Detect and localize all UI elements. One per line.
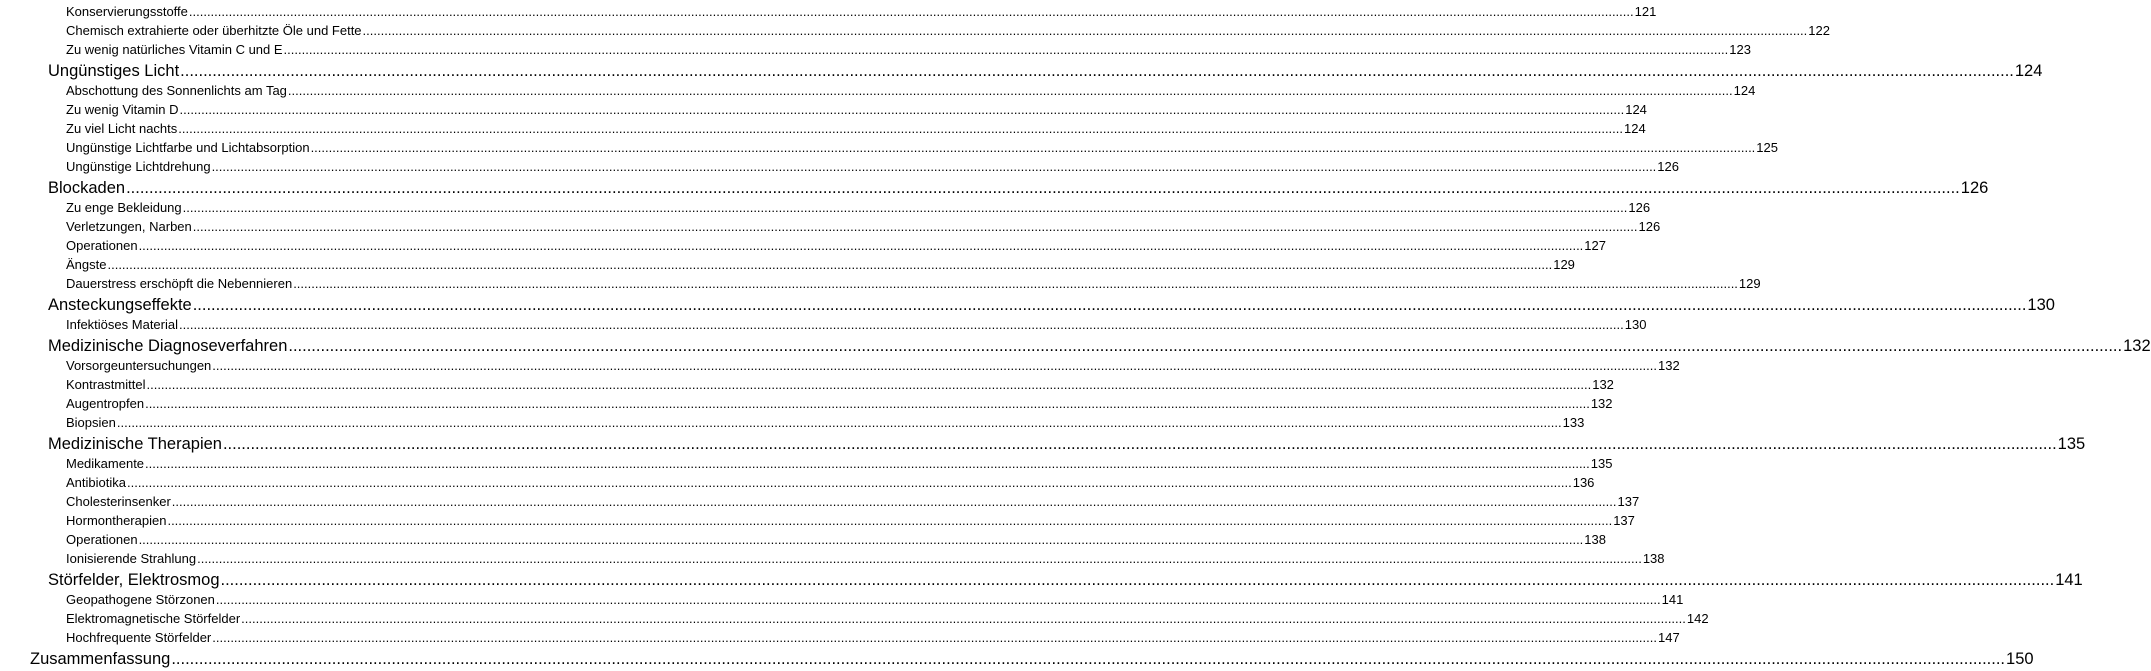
toc-subsection[interactable] [66, 219, 1661, 238]
toc-entry-title: Verletzungen, Narben [66, 219, 192, 234]
toc-entry-title: Zu viel Licht nachts [66, 121, 178, 136]
toc-subsection[interactable] [66, 238, 1606, 257]
toc-entry-page-number: 125 [1756, 140, 1778, 155]
toc-section[interactable] [48, 570, 2083, 592]
toc-entry-title: Infektiöses Material [66, 317, 178, 332]
toc-section[interactable] [48, 178, 1989, 200]
toc-subsection[interactable] [66, 475, 1595, 494]
dot-leader: ................................................................................................................................................................................................................................................................................................................................................................................................................ [179, 317, 1624, 332]
dot-leader: ................................................................................................................................................................................................................................................................................................................................................................................................................ [197, 551, 1642, 566]
toc-entry-title: Cholesterinsenker [66, 494, 171, 509]
toc-entry-title: Hormontherapien [66, 513, 167, 528]
toc-entry-title: Ungünstige Lichtfarbe und Lichtabsorption [66, 140, 310, 155]
toc-subsection[interactable] [66, 415, 1585, 434]
toc-entry-page-number: 142 [1686, 611, 1709, 626]
toc-entry-page-number: 130 [2027, 296, 2055, 314]
dot-leader: ................................................................................................................................................................................................................................................................................................................................................................................................................ [116, 415, 1562, 430]
dot-leader: ................................................................................................................................................................................................................................................................................................................................................................................................................ [138, 532, 1584, 547]
toc-entry-page-number: 126 [1960, 179, 1989, 197]
dot-leader: ................................................................................................................................................................................................................................................................................................................................................................................................................ [107, 257, 1553, 272]
dot-leader: ................................................................................................................................................................................................................................................................................................................................................................................................................ [126, 475, 1572, 490]
toc-entry-title: Ungünstige Lichtdrehung [66, 159, 211, 174]
dot-leader: ................................................................................................................................................................................................................................................................................................................................................................................................................ [241, 611, 1686, 626]
toc-entry-title: Abschottung des Sonnenlichts am Tag [66, 83, 287, 98]
dot-leader: ................................................................................................................................................................................................................................................................................................................................................................................................................ [220, 571, 2055, 589]
toc-entry-title: Operationen [66, 532, 138, 547]
toc-subsection[interactable] [66, 456, 1613, 475]
toc-entry-title: Störfelder, Elektrosmog [48, 571, 220, 589]
toc-subsection[interactable] [66, 377, 1614, 396]
toc-subsection[interactable] [66, 200, 1651, 219]
toc-section[interactable] [48, 434, 2086, 456]
toc-entry-title: Antibiotika [66, 475, 126, 490]
toc-subsection[interactable] [66, 513, 1635, 532]
toc-subsection[interactable] [66, 276, 1761, 295]
dot-leader: ................................................................................................................................................................................................................................................................................................................................................................................................................ [362, 23, 1808, 38]
toc-subsection[interactable] [66, 532, 1606, 551]
toc-subsection[interactable] [66, 23, 1830, 42]
dot-leader: ................................................................................................................................................................................................................................................................................................................................................................................................................ [293, 276, 1738, 291]
dot-leader: ................................................................................................................................................................................................................................................................................................................................................................................................................ [212, 630, 1657, 645]
toc-entry-title: Medizinische Diagnoseverfahren [48, 337, 288, 355]
toc-subsection[interactable] [66, 140, 1778, 159]
toc-entry-page-number: 132 [1658, 358, 1680, 373]
toc-entry-title: Dauerstress erschöpft die Nebennieren [66, 276, 293, 291]
dot-leader: ................................................................................................................................................................................................................................................................................................................................................................................................................ [283, 42, 1729, 57]
toc-entry-page-number: 135 [1590, 456, 1613, 471]
toc-chapter[interactable] [30, 649, 2034, 671]
toc-entry-title: Operationen [66, 238, 138, 253]
toc-entry-page-number: 138 [1642, 551, 1665, 566]
dot-leader: ................................................................................................................................................................................................................................................................................................................................................................................................................ [145, 396, 1590, 411]
toc-subsection[interactable] [66, 83, 1756, 102]
toc-entry-title: Zu enge Bekleidung [66, 200, 182, 215]
toc-entry-page-number: 132 [1590, 396, 1613, 411]
toc-entry-page-number: 123 [1729, 42, 1751, 57]
toc-subsection[interactable] [66, 396, 1613, 415]
toc-entry-page-number: 129 [1553, 257, 1575, 272]
toc-entry-page-number: 138 [1584, 532, 1606, 547]
toc-subsection[interactable] [66, 358, 1680, 377]
toc-entry-page-number: 132 [1592, 377, 1614, 392]
toc-section[interactable] [48, 336, 2151, 358]
toc-entry-page-number: 127 [1584, 238, 1606, 253]
dot-leader: ................................................................................................................................................................................................................................................................................................................................................................................................................ [167, 513, 1613, 528]
toc-entry-page-number: 124 [1624, 121, 1646, 136]
toc-entry-page-number: 124 [1625, 102, 1647, 117]
toc-entry-title: Zu wenig Vitamin D [66, 102, 179, 117]
toc-entry-page-number: 141 [1661, 592, 1684, 607]
toc-entry-title: Ängste [66, 257, 107, 272]
toc-subsection[interactable] [66, 159, 1679, 178]
dot-leader: ................................................................................................................................................................................................................................................................................................................................................................................................................ [182, 200, 1628, 215]
toc-entry-page-number: 133 [1562, 415, 1585, 430]
toc-entry-page-number: 141 [2055, 571, 2083, 589]
toc-subsection[interactable] [66, 630, 1680, 649]
toc-entry-page-number: 124 [2014, 62, 2043, 80]
dot-leader: ................................................................................................................................................................................................................................................................................................................................................................................................................ [310, 140, 1756, 155]
toc-entry-title: Augentropfen [66, 396, 145, 411]
toc-entry-page-number: 132 [2123, 337, 2151, 355]
dot-leader: ................................................................................................................................................................................................................................................................................................................................................................................................................ [288, 337, 2123, 355]
toc-subsection[interactable] [66, 494, 1640, 513]
dot-leader: ................................................................................................................................................................................................................................................................................................................................................................................................................ [212, 358, 1658, 373]
toc-entry-title: Elektromagnetische Störfelder [66, 611, 241, 626]
dot-leader: ................................................................................................................................................................................................................................................................................................................................................................................................................ [192, 219, 1638, 234]
toc-entry-page-number: 136 [1572, 475, 1595, 490]
dot-leader: ................................................................................................................................................................................................................................................................................................................................................................................................................ [192, 296, 2027, 314]
dot-leader: ................................................................................................................................................................................................................................................................................................................................................................................................................ [215, 592, 1661, 607]
toc-entry-title: Blockaden [48, 179, 126, 197]
toc-subsection[interactable] [66, 42, 1751, 61]
toc-entry-page-number: 126 [1657, 159, 1679, 174]
toc-entry-title: Ionisierende Strahlung [66, 551, 197, 566]
toc-subsection[interactable] [66, 4, 1657, 23]
toc-entry-page-number: 124 [1733, 83, 1756, 98]
toc-subsection[interactable] [66, 102, 1647, 121]
toc-entry-page-number: 129 [1738, 276, 1761, 291]
toc-entry-page-number: 137 [1617, 494, 1640, 509]
dot-leader: ................................................................................................................................................................................................................................................................................................................................................................................................................ [138, 238, 1584, 253]
toc-subsection[interactable] [66, 551, 1665, 570]
toc-entry-title: Kontrastmittel [66, 377, 146, 392]
dot-leader: ................................................................................................................................................................................................................................................................................................................................................................................................................ [211, 159, 1657, 174]
toc-entry-title: Biopsien [66, 415, 116, 430]
toc-entry-title: Hochfrequente Störfelder [66, 630, 212, 645]
dot-leader: ................................................................................................................................................................................................................................................................................................................................................................................................................ [222, 435, 2057, 453]
dot-leader: ................................................................................................................................................................................................................................................................................................................................................................................................................ [145, 456, 1590, 471]
toc-entry-title: Vorsorgeuntersuchungen [66, 358, 212, 373]
toc-entry-title: Medikamente [66, 456, 145, 471]
dot-leader: ................................................................................................................................................................................................................................................................................................................................................................................................................ [146, 377, 1592, 392]
toc-subsection[interactable] [66, 592, 1684, 611]
toc-entry-page-number: 130 [1624, 317, 1647, 332]
toc-section[interactable] [48, 295, 2055, 317]
toc-entry-page-number: 147 [1658, 630, 1680, 645]
toc-entry-title: Medizinische Therapien [48, 435, 222, 453]
toc-entry-title: Ansteckungseffekte [48, 296, 192, 314]
toc-entry-title: Ungünstiges Licht [48, 62, 180, 80]
dot-leader: ................................................................................................................................................................................................................................................................................................................................................................................................................ [180, 62, 2014, 80]
toc-entry-title: Zusammenfassung [30, 650, 171, 668]
dot-leader: ................................................................................................................................................................................................................................................................................................................................................................................................................ [178, 121, 1624, 136]
toc-entry-page-number: 126 [1638, 219, 1661, 234]
toc-entry-page-number: 121 [1634, 4, 1657, 19]
toc-entry-page-number: 126 [1628, 200, 1651, 215]
toc-section[interactable] [48, 61, 2043, 83]
toc-subsection[interactable] [66, 611, 1709, 630]
dot-leader: ................................................................................................................................................................................................................................................................................................................................................................................................................ [171, 650, 2006, 668]
toc-subsection[interactable] [66, 317, 1647, 336]
dot-leader: ................................................................................................................................................................................................................................................................................................................................................................................................................ [188, 4, 1634, 19]
toc-entry-page-number: 135 [2057, 435, 2086, 453]
toc-subsection[interactable] [66, 121, 1646, 140]
toc-subsection[interactable] [66, 257, 1575, 276]
dot-leader: ................................................................................................................................................................................................................................................................................................................................................................................................................ [287, 83, 1733, 98]
toc-entry-page-number: 122 [1808, 23, 1830, 38]
toc-entry-title: Konservierungsstoffe [66, 4, 188, 19]
dot-leader: ................................................................................................................................................................................................................................................................................................................................................................................................................ [179, 102, 1625, 117]
dot-leader: ................................................................................................................................................................................................................................................................................................................................................................................................................ [126, 179, 1960, 197]
toc-entry-title: Chemisch extrahierte oder überhitzte Öle und Fette [66, 23, 362, 38]
toc-entry-page-number: 137 [1613, 513, 1635, 528]
dot-leader: ................................................................................................................................................................................................................................................................................................................................................................................................................ [171, 494, 1617, 509]
toc-entry-title: Geopathogene Störzonen [66, 592, 215, 607]
toc-entry-title: Zu wenig natürliches Vitamin C und E [66, 42, 283, 57]
toc-entry-page-number: 150 [2006, 650, 2034, 668]
